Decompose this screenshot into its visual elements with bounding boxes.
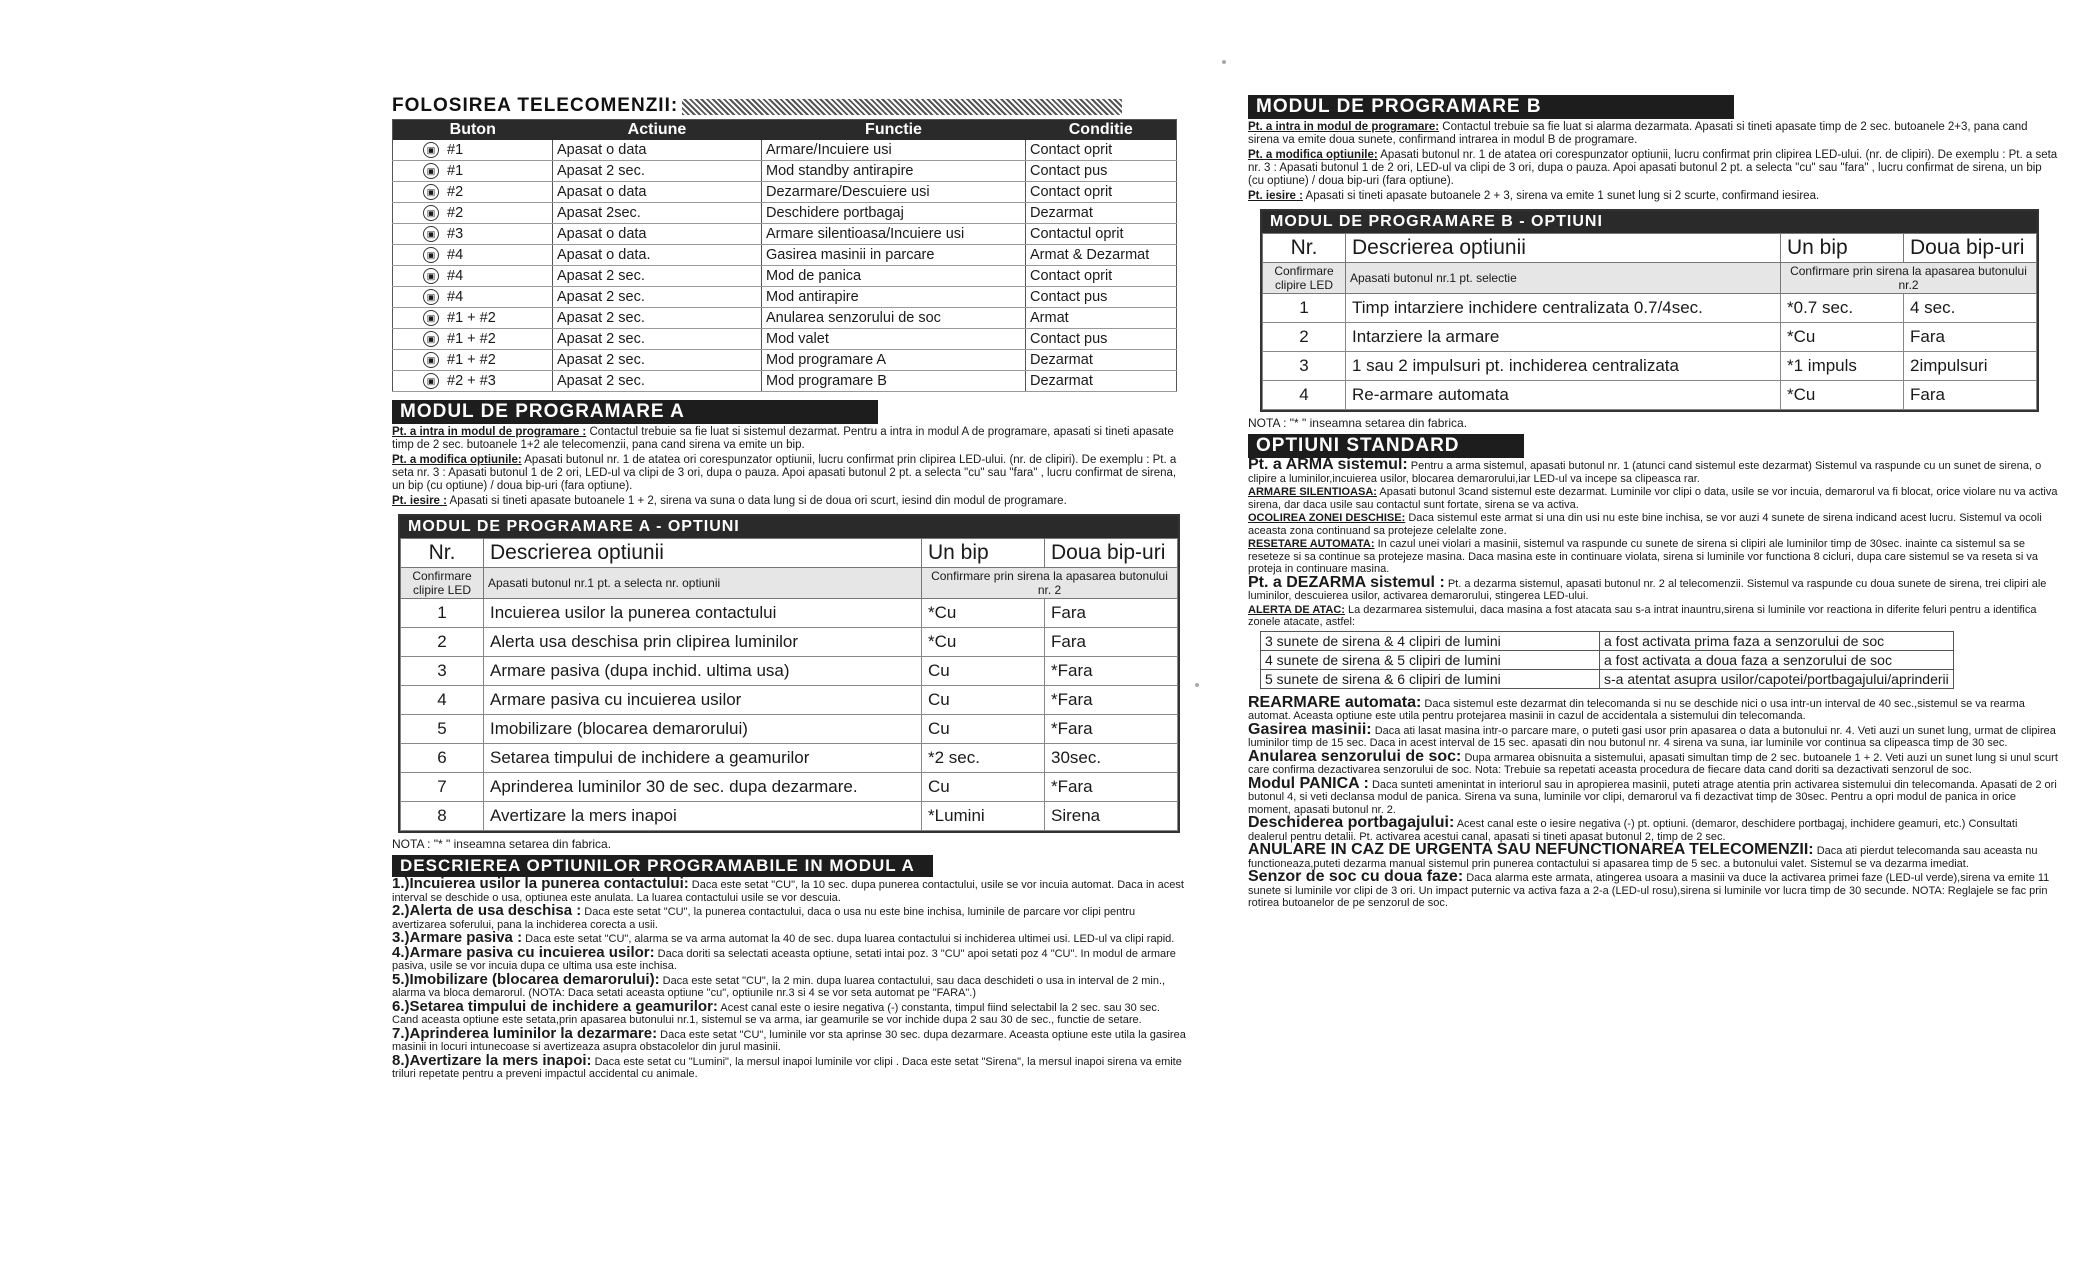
two-beeps-value: 30sec.: [1045, 744, 1178, 773]
option-number: 5: [401, 715, 484, 744]
column-header: Descrierea optiunii: [484, 539, 922, 568]
column-header: Nr.: [401, 539, 484, 568]
table-row: [393, 350, 1177, 371]
action-cell: Apasat 2sec.: [553, 203, 762, 224]
remote-button-icon: ▣: [423, 352, 439, 368]
remote-button-icon: ▣: [423, 226, 439, 242]
function-cell: Dezarmare/Descuiere usi: [762, 182, 1026, 203]
table-row: [401, 686, 1178, 715]
optA-nota: NOTA : "* " inseamna setarea din fabrica.: [392, 837, 612, 851]
table-row: [393, 245, 1177, 266]
item-heading: 5.)Imobilizare (blocarea demarorului):: [392, 970, 660, 988]
option-number: 1: [401, 599, 484, 628]
column-header: Buton: [393, 120, 553, 141]
column-header: Conditie: [1026, 120, 1177, 141]
function-cell: Armare/Incuiere usi: [762, 140, 1026, 161]
progB-exit: Pt. iesire : Apasati si tineti apasate butoanele 2 + 3, sirena va emite 1 sunet lung si 2 scurte, confirmand iesirea.: [1248, 190, 1820, 202]
button-label: #2: [447, 204, 464, 221]
condition-cell: Contact pus: [1026, 329, 1177, 350]
option-description-item: [392, 875, 1187, 904]
option-description: Alerta usa deschisa prin clipirea luminilor: [484, 628, 922, 657]
remote-button-icon: ▣: [423, 268, 439, 284]
table-row: [1263, 381, 2037, 410]
two-beeps-value: 2impulsuri: [1904, 352, 2037, 381]
descA-title: DESCRIEREA OPTIUNILOR PROGRAMABILE IN MODUL A: [392, 855, 933, 877]
remote-button-icon: ▣: [423, 373, 439, 389]
table-row: [401, 715, 1178, 744]
std-sensor: Senzor de soc cu doua faze: Daca alarma este armata, atingerea usoara a masinii va duce la activarea primei faze (LED-ul verde),sirena va emite 11 sunete si luminile vor clipi de 3 ori. Un impact puternic va activa faza a 2-a (LED-ul rosu),sirena si luminile vor lucra timp de 30 secunde. NOTA: Reglajele se fac prin rotirea butoanelor de pe senzorul de soc.: [1248, 868, 2050, 909]
std-section: [1248, 434, 2058, 910]
std-rearm: REARMARE automata: Daca sistemul este dezarmat din telecomanda si nu se deschide nici o usa intr-un interval de 40 sec.,sistemul se va rearma automat. Aceasta optiune este utila pentru protejarea masinii in cazul de accidentala a sistemului din telecomanda.: [1248, 693, 2025, 722]
option-description: Intarziere la armare: [1346, 323, 1781, 352]
std-panic: Modul PANICA : Daca sunteti amenintat in interiorul sau in apropierea masinii, puteti atrage atentia prin activarea sistemului din telecomanda. Apasati de 2 ori butonul 4, si veti declansa modul de panica. Sirena va suna, luminile vor clipi, demarorul va fi dezactivat timp de 30sec. Pentru a opri modul de panica in orice moment, apasati butonul nr. 2.: [1248, 774, 2057, 816]
item-text: Daca este setat "CU", la 2 min. dupa luarea contactului, sau daca deschideti o usa in interval de 2 min., alarma va bloca demarorul. (NOTA: Daca setati aceasta optiune "cu", optiunile nr.3 si 4 se vor seta automat pe "FARA".): [392, 974, 1166, 999]
button-label: #1: [447, 141, 464, 158]
remote-button-icon: ▣: [423, 289, 439, 305]
option-description: Re-armare automata: [1346, 381, 1781, 410]
function-cell: Mod standby antirapire: [762, 161, 1026, 182]
button-cell: [393, 182, 553, 203]
table-row: [401, 628, 1178, 657]
option-number: 1: [1263, 294, 1346, 323]
item-text: Daca doriti sa selectati aceasta optiune, setati intai poz. 3 "CU" apoi setati poz 4 "CU". In modul de armare pasiva, usile se vor incuia dupa ce ultima usa este inchisa.: [392, 947, 1176, 972]
function-cell: Mod programare A: [762, 350, 1026, 371]
item-text: Acest canal este o iesire negativa (-) constanta, timpul fiind selectabil la 2 sec. sau 30 sec. Cand aceasta optiune este setata,prin apasarea butonului nr.1, sistemul se va arma, iar geamurile se vor inchide dupa 2 sau 30 de sec., functie de setare.: [392, 1001, 1160, 1026]
table-row: [393, 266, 1177, 287]
button-cell: [393, 224, 553, 245]
option-number: 8: [401, 802, 484, 831]
table-row: [393, 224, 1177, 245]
option-description: Aprinderea luminilor 30 de sec. dupa dezarmare.: [484, 773, 922, 802]
column-header: Actiune: [553, 120, 762, 141]
option-description-item: [392, 943, 1187, 973]
remote-button-icon: ▣: [423, 184, 439, 200]
item-text: Daca este setat "CU", alarma se va arma automat la 40 de sec. dupa luarea contactului si inchiderea ultimei usi. LED-ul va clipi rapid.: [522, 933, 1175, 945]
left-page: [392, 95, 1187, 1082]
sub-header: Confirmare prin sirena la apasarea butonului nr.2: [1781, 263, 2037, 294]
optB-table-box: [1260, 209, 2039, 412]
item-heading: 2.)Alerta de usa deschisa :: [392, 902, 582, 919]
table-row: [1263, 352, 2037, 381]
one-beep-value: *0.7 sec.: [1781, 294, 1904, 323]
two-beeps-value: 4 sec.: [1904, 294, 2037, 323]
action-cell: Apasat 2 sec.: [553, 329, 762, 350]
condition-cell: Dezarmat: [1026, 350, 1177, 371]
progB-section: [1248, 95, 2058, 203]
button-cell: [393, 140, 553, 161]
option-number: 6: [401, 744, 484, 773]
condition-cell: Contact oprit: [1026, 182, 1177, 203]
option-number: 4: [1263, 381, 1346, 410]
two-beeps-value: Sirena: [1045, 802, 1178, 831]
optB-table: [1262, 233, 2037, 410]
table-row: [1261, 650, 1954, 669]
option-number: 3: [401, 657, 484, 686]
two-beeps-value: *Fara: [1045, 657, 1178, 686]
table-row: [393, 329, 1177, 350]
function-cell: Mod de panica: [762, 266, 1026, 287]
item-heading: 6.)Setarea timpului de inchidere a geamurilor:: [392, 997, 718, 1015]
std-find: Gasirea masinii: Daca ati lasat masina intr-o parcare mare, o puteti gasi usor prin apasarea o data a butonului nr. 4. Veti auzi un sunet lung, urmat de clipirea luminilor timp de 15 sec. Daca in acest interval de 15 sec. apasati din nou butonul nr. 4 sirena va suna, iar luminile vor continua sa clipeasca timp de 30 sec.: [1248, 720, 2056, 749]
table-row: [393, 203, 1177, 224]
item-text: Daca este setat cu "Lumini", la mersul inapoi luminile vor clipi . Daca este setat "Sirena", la mersul inapoi sirena va emite triluri repetate pentru a preveni impactul accidental cu animale.: [392, 1055, 1182, 1080]
one-beep-value: Cu: [922, 773, 1045, 802]
two-beeps-value: Fara: [1904, 381, 2037, 410]
button-label: #1 + #2: [447, 330, 496, 347]
progA-title: MODUL DE PROGRAMARE A: [392, 400, 878, 424]
sub-header: Confirmare clipire LED: [401, 568, 484, 599]
item-text: Daca este setat "CU", luminile vor sta aprinse 30 sec. dupa dezarmare. Aceasta optiune este utila la gasirea masinii in locuri intunecoase si avertizeaza asupra obstacolelor din jurul masinii.: [392, 1028, 1186, 1053]
progB-enter: Pt. a intra in modul de programare: Contactul trebuie sa fie luat si alarma dezarmata. Apasati si tineti apasate timp de 2 sec. butoanele 2+3, pana cand sirena va emite doua sunete, confirmand intrarea in modul B de programare.: [1248, 121, 2028, 146]
button-label: #1 + #2: [447, 309, 496, 326]
action-cell: Apasat 2 sec.: [553, 350, 762, 371]
attack-signal: 3 sunete de sirena & 4 clipiri de lumini: [1261, 631, 1600, 650]
item-heading: 1.)Incuierea usilor la punerea contactului:: [392, 875, 689, 892]
attack-signal: 5 sunete de sirena & 6 clipiri de lumini: [1261, 669, 1600, 688]
function-cell: Mod valet: [762, 329, 1026, 350]
column-header: Doua bip-uri: [1904, 234, 2037, 263]
condition-cell: Contact oprit: [1026, 140, 1177, 161]
two-beeps-value: *Fara: [1045, 715, 1178, 744]
std-trunk: Deschiderea portbagajului: Acest canal este o iesire negativa (-) pt. optiuni. (demaror, deschidere portbagaj, inchidere geamuri, etc.) Consultati dealerul pentru detalii. Pt. activarea acestui canal, apasati si tineti apasat butonul 2, timp de 2 sec.: [1248, 814, 2018, 843]
button-label: #2 + #3: [447, 372, 496, 389]
option-description-item: [392, 1051, 1187, 1081]
remote-button-icon: ▣: [423, 205, 439, 221]
button-label: #4: [447, 267, 464, 284]
progB-modify: Pt. a modifica optiunile: Apasati butonul nr. 1 de atatea ori corespunzator optiunii, lucru confirmat prin clipirea LED-ului. (nr. de clipiri). De exemplu : Pt. a seta nr. 3 : Apasati butonul 1 de 2 ori, LED-ul va clipi de 3 ori, dupa o pauza. Apoi apasati butonul 2 pt. a selecta "cu" sau "fara" , lucru confirmat de sirena, un bip (cu optiune) / doua bip-uri (fara optiune).: [1248, 149, 2058, 187]
scan-dot: [1195, 683, 1199, 687]
button-cell: [393, 308, 553, 329]
std-disarm: Pt. a DEZARMA sistemul : Pt. a dezarma sistemul, apasati butonul nr. 2 al telecomenzii. Sistemul va raspunde cu doua sunete de sirena, trei clipiri ale luminilor, descuierea usilor, activarea demarorului, stingerea LED-ului.: [1248, 573, 2047, 602]
button-label: #1 + #2: [447, 351, 496, 368]
item-heading: 3.)Armare pasiva :: [392, 929, 523, 946]
progA-enter: Pt. a intra in modul de programare : Contactul trebuie sa fie luat si sistemul dezarmat. Pentru a intra in modul A de programare, apasati si tineti apasate timp de 2 sec. butoanele 1+2 ale telecomenzii, pana cand sirena va emite un bip.: [392, 426, 1174, 451]
column-header: Functie: [762, 120, 1026, 141]
option-description: Imobilizare (blocarea demarorului): [484, 715, 922, 744]
sub-header: Apasati butonul nr.1 pt. selectie: [1346, 263, 1781, 294]
descA-list: [392, 875, 1187, 1081]
one-beep-value: *Cu: [922, 599, 1045, 628]
column-header: Nr.: [1263, 234, 1346, 263]
function-cell: Mod antirapire: [762, 287, 1026, 308]
one-beep-value: *Cu: [1781, 323, 1904, 352]
condition-cell: Armat & Dezarmat: [1026, 245, 1177, 266]
table-row: [1261, 669, 1954, 688]
button-cell: [393, 203, 553, 224]
two-beeps-value: *Fara: [1045, 773, 1178, 802]
usage-title: FOLOSIREA TELECOMENZII:: [392, 95, 679, 116]
option-description: Incuierea usilor la punerea contactului: [484, 599, 922, 628]
one-beep-value: *Cu: [1781, 381, 1904, 410]
progB-title: MODUL DE PROGRAMARE B: [1248, 95, 1734, 119]
option-description-item: [392, 997, 1187, 1027]
option-description: Armare pasiva (dupa inchid. ultima usa): [484, 657, 922, 686]
condition-cell: Armat: [1026, 308, 1177, 329]
std-reset: RESETARE AUTOMATA: In cazul unei violari a masinii, sistemul va raspunde cu sunete de sirena si clipiri ale luminilor timp de 30sec. inainte ca sistemul sa se reseteze si sa continue sa protejeze masina. Daca masina este in continuare violata, sirena si luminile vor functiona 8 cicluri, dupa care sistemul se va reseta si va proteja in continuare masina.: [1248, 538, 2038, 575]
button-label: #4: [447, 288, 464, 305]
action-cell: Apasat o data: [553, 140, 762, 161]
button-cell: [393, 266, 553, 287]
condition-cell: Contact pus: [1026, 287, 1177, 308]
item-heading: 7.)Aprinderea luminilor la dezarmare:: [392, 1024, 658, 1042]
option-number: 2: [401, 628, 484, 657]
optB-title: MODUL DE PROGRAMARE B - OPTIUNI: [1262, 211, 2037, 233]
one-beep-value: *Cu: [922, 628, 1045, 657]
column-header: Un bip: [922, 539, 1045, 568]
right-page: [1248, 95, 2058, 911]
table-row: [393, 371, 1177, 392]
button-cell: [393, 350, 553, 371]
action-cell: Apasat 2 sec.: [553, 266, 762, 287]
table-row: [393, 308, 1177, 329]
action-cell: Apasat 2 sec.: [553, 161, 762, 182]
button-cell: [393, 245, 553, 266]
option-description: Setarea timpului de inchidere a geamurilor: [484, 744, 922, 773]
option-number: 3: [1263, 352, 1346, 381]
optA-title: MODUL DE PROGRAMARE A - OPTIUNI: [400, 516, 1178, 538]
remote-button-icon: ▣: [423, 247, 439, 263]
optB-nota: NOTA : "* " inseamna setarea din fabrica.: [1248, 416, 1468, 430]
action-cell: Apasat 2 sec.: [553, 287, 762, 308]
table-row: [1261, 631, 1954, 650]
one-beep-value: Cu: [922, 715, 1045, 744]
button-cell: [393, 161, 553, 182]
button-cell: [393, 287, 553, 308]
table-row: [401, 802, 1178, 831]
std-title: OPTIUNI STANDARD: [1248, 434, 1524, 458]
sub-header: Apasati butonul nr.1 pt. a selecta nr. optiunii: [484, 568, 922, 599]
column-header: Un bip: [1781, 234, 1904, 263]
option-description: Armare pasiva cu incuierea usilor: [484, 686, 922, 715]
condition-cell: Contact pus: [1026, 161, 1177, 182]
std-silent: ARMARE SILENTIOASA: Apasati butonul 3cand sistemul este dezarmat. Luminile vor clipi o data, usile se vor incuia, demarorul va fi blocat, orice violare nu va activa sirena, dar daca usile sau contactul sunt fortate, sirena se va activa.: [1248, 486, 2058, 511]
option-number: 7: [401, 773, 484, 802]
function-cell: Armare silentioasa/Incuiere usi: [762, 224, 1026, 245]
button-cell: [393, 329, 553, 350]
attack-meaning: a fost activata a doua faza a senzorului de soc: [1600, 650, 1954, 669]
std-emergency: ANULARE IN CAZ DE URGENTA SAU NEFUNCTIONAREA TELECOMENZII: Daca ati pierdut telecomanda sau aceasta nu functioneaza,puteti dezarma manual sistemul prin punerea contactului si apasarea timp de 5 sec. a butonului valet. Sistemul se va dezarma imediat.: [1248, 841, 2038, 870]
optA-table-box: [398, 514, 1180, 833]
function-cell: Mod programare B: [762, 371, 1026, 392]
table-row: [393, 287, 1177, 308]
option-description-item: [392, 970, 1187, 1000]
std-arm: Pt. a ARMA sistemul: Pentru a arma sistemul, apasati butonul nr. 1 (atunci cand sistemul este dezarmat) Sistemul va raspunde cu un sunet de sirena, o clipire a luminilor,incuierea usilor, blocarea demarorului,iar LED-ul va incepe sa clipeasca rar.: [1248, 456, 2042, 485]
two-beeps-value: *Fara: [1045, 686, 1178, 715]
table-row: [401, 744, 1178, 773]
condition-cell: Contact oprit: [1026, 266, 1177, 287]
option-description: Avertizare la mers inapoi: [484, 802, 922, 831]
two-beeps-value: Fara: [1045, 628, 1178, 657]
option-description: 1 sau 2 impulsuri pt. inchiderea centralizata: [1346, 352, 1781, 381]
button-label: #3: [447, 225, 464, 242]
button-cell: [393, 371, 553, 392]
descA-section: [392, 855, 1187, 1081]
option-description-item: [392, 902, 1187, 931]
sub-header: Confirmare prin sirena la apasarea butonului nr. 2: [922, 568, 1178, 599]
function-cell: Gasirea masinii in parcare: [762, 245, 1026, 266]
hatch-bar: [682, 99, 1122, 115]
item-text: Daca este setat "CU", la 10 sec. dupa punerea contactului, usile se vor incuia automat. Daca in acest interval se deschide o usa, optiunea este anulata. La luarea contactului usile se vor descuia.: [392, 879, 1184, 904]
usage-table: [392, 119, 1177, 392]
action-cell: Apasat 2 sec.: [553, 308, 762, 329]
table-row: [401, 657, 1178, 686]
table-row: [401, 599, 1178, 628]
item-heading: 4.)Armare pasiva cu incuierea usilor:: [392, 943, 655, 961]
button-label: #2: [447, 183, 464, 200]
button-label: #4: [447, 246, 464, 263]
option-description-item: [392, 1024, 1187, 1054]
table-row: [401, 773, 1178, 802]
remote-button-icon: ▣: [423, 142, 439, 158]
attack-meaning: s-a atentat asupra usilor/capotei/portbagajului/aprinderii: [1600, 669, 1954, 688]
attack-signal: 4 sunete de sirena & 5 clipiri de lumini: [1261, 650, 1600, 669]
function-cell: Anularea senzorului de soc: [762, 308, 1026, 329]
action-cell: Apasat 2 sec.: [553, 371, 762, 392]
option-number: 2: [1263, 323, 1346, 352]
column-header: Doua bip-uri: [1045, 539, 1178, 568]
two-beeps-value: Fara: [1045, 599, 1178, 628]
attack-meaning: a fost activata prima faza a senzorului de soc: [1600, 631, 1954, 650]
one-beep-value: Cu: [922, 686, 1045, 715]
one-beep-value: *Lumini: [922, 802, 1045, 831]
option-description: Timp intarziere inchidere centralizata 0.7/4sec.: [1346, 294, 1781, 323]
progA-modify: Pt. a modifica optiunile: Apasati butonul nr. 1 de atatea ori corespunzator optiunii, lucru confirmat prin clipirea LED-ului. (nr. de clipiri). De exemplu : Pt. a seta nr. 3 : Apasati butonul 1 de 2 ori, LED-ul va clipi de 3 ori, dupa o pauza. Apoi apasati butonul 2 pt. a selecta "cu" sau "fara" , lucru confirmat de sirena, un bip (cu optiune) / doua bip-uri (fara optiune).: [392, 454, 1177, 492]
table-row: [393, 161, 1177, 182]
item-heading: 8.)Avertizare la mers inapoi:: [392, 1051, 592, 1069]
one-beep-value: *1 impuls: [1781, 352, 1904, 381]
progA-exit: Pt. iesire : Apasati si tineti apasate butoanele 1 + 2, sirena va suna o data lung si de doua ori scurt, iesind din modul de programare.: [392, 495, 1067, 507]
remote-button-icon: ▣: [423, 310, 439, 326]
table-row: [1263, 323, 2037, 352]
table-row: [393, 182, 1177, 203]
action-cell: Apasat o data.: [553, 245, 762, 266]
one-beep-value: *2 sec.: [922, 744, 1045, 773]
one-beep-value: Cu: [922, 657, 1045, 686]
item-text: Daca este setat "CU", la punerea contactului, daca o usa nu este bine inchisa, luminile de parcare vor clipi pentru avertizarea soferului, pana la inchiderea corecta a usii.: [392, 906, 1136, 931]
function-cell: Deschidere portbagaj: [762, 203, 1026, 224]
table-row: [1263, 294, 2037, 323]
option-number: 4: [401, 686, 484, 715]
std-shock: Anularea senzorului de soc: Dupa armarea obisnuita a sistemului, apasati simultan timp de 2 sec. butoanele 1 + 2. Veti auzi un sunet lung si unul scurt care confirma dezactivarea senzorului de soc. Nota: Trebuie sa repetati aceasta procedura de fiecare data cand doriti sa dezactivati senzorul de soc.: [1248, 747, 2058, 776]
progA-section: [392, 400, 1187, 508]
condition-cell: Contactul oprit: [1026, 224, 1177, 245]
condition-cell: Dezarmat: [1026, 371, 1177, 392]
action-cell: Apasat o data: [553, 224, 762, 245]
attack-table: [1260, 631, 1954, 689]
table-row: [393, 140, 1177, 161]
sub-header: Confirmare clipire LED: [1263, 263, 1346, 294]
column-header: Descrierea optiunii: [1346, 234, 1781, 263]
std-attack: ALERTA DE ATAC: La dezarmarea sistemului, daca masina a fost atacata sau s-a intrat inauntru,sirena si luminile vor reactiona in diferite feluri pentru a identifica zonele atacate, astfel:: [1248, 603, 2037, 628]
optA-table: [400, 538, 1178, 831]
remote-button-icon: ▣: [423, 331, 439, 347]
usage-section: [392, 95, 1187, 392]
two-beeps-value: Fara: [1904, 323, 2037, 352]
scan-dot: [1222, 60, 1226, 64]
remote-button-icon: ▣: [423, 163, 439, 179]
std-bypass: OCOLIREA ZONEI DESCHISE: Daca sistemul este armat si una din usi nu este bine inchisa, se vor auzi 4 sunete de sirena indicand acest lucru. Sistemul va ocoli aceasta zona continuand sa protejeze celelalte zone.: [1248, 512, 2042, 537]
action-cell: Apasat o data: [553, 182, 762, 203]
condition-cell: Dezarmat: [1026, 203, 1177, 224]
button-label: #1: [447, 162, 464, 179]
